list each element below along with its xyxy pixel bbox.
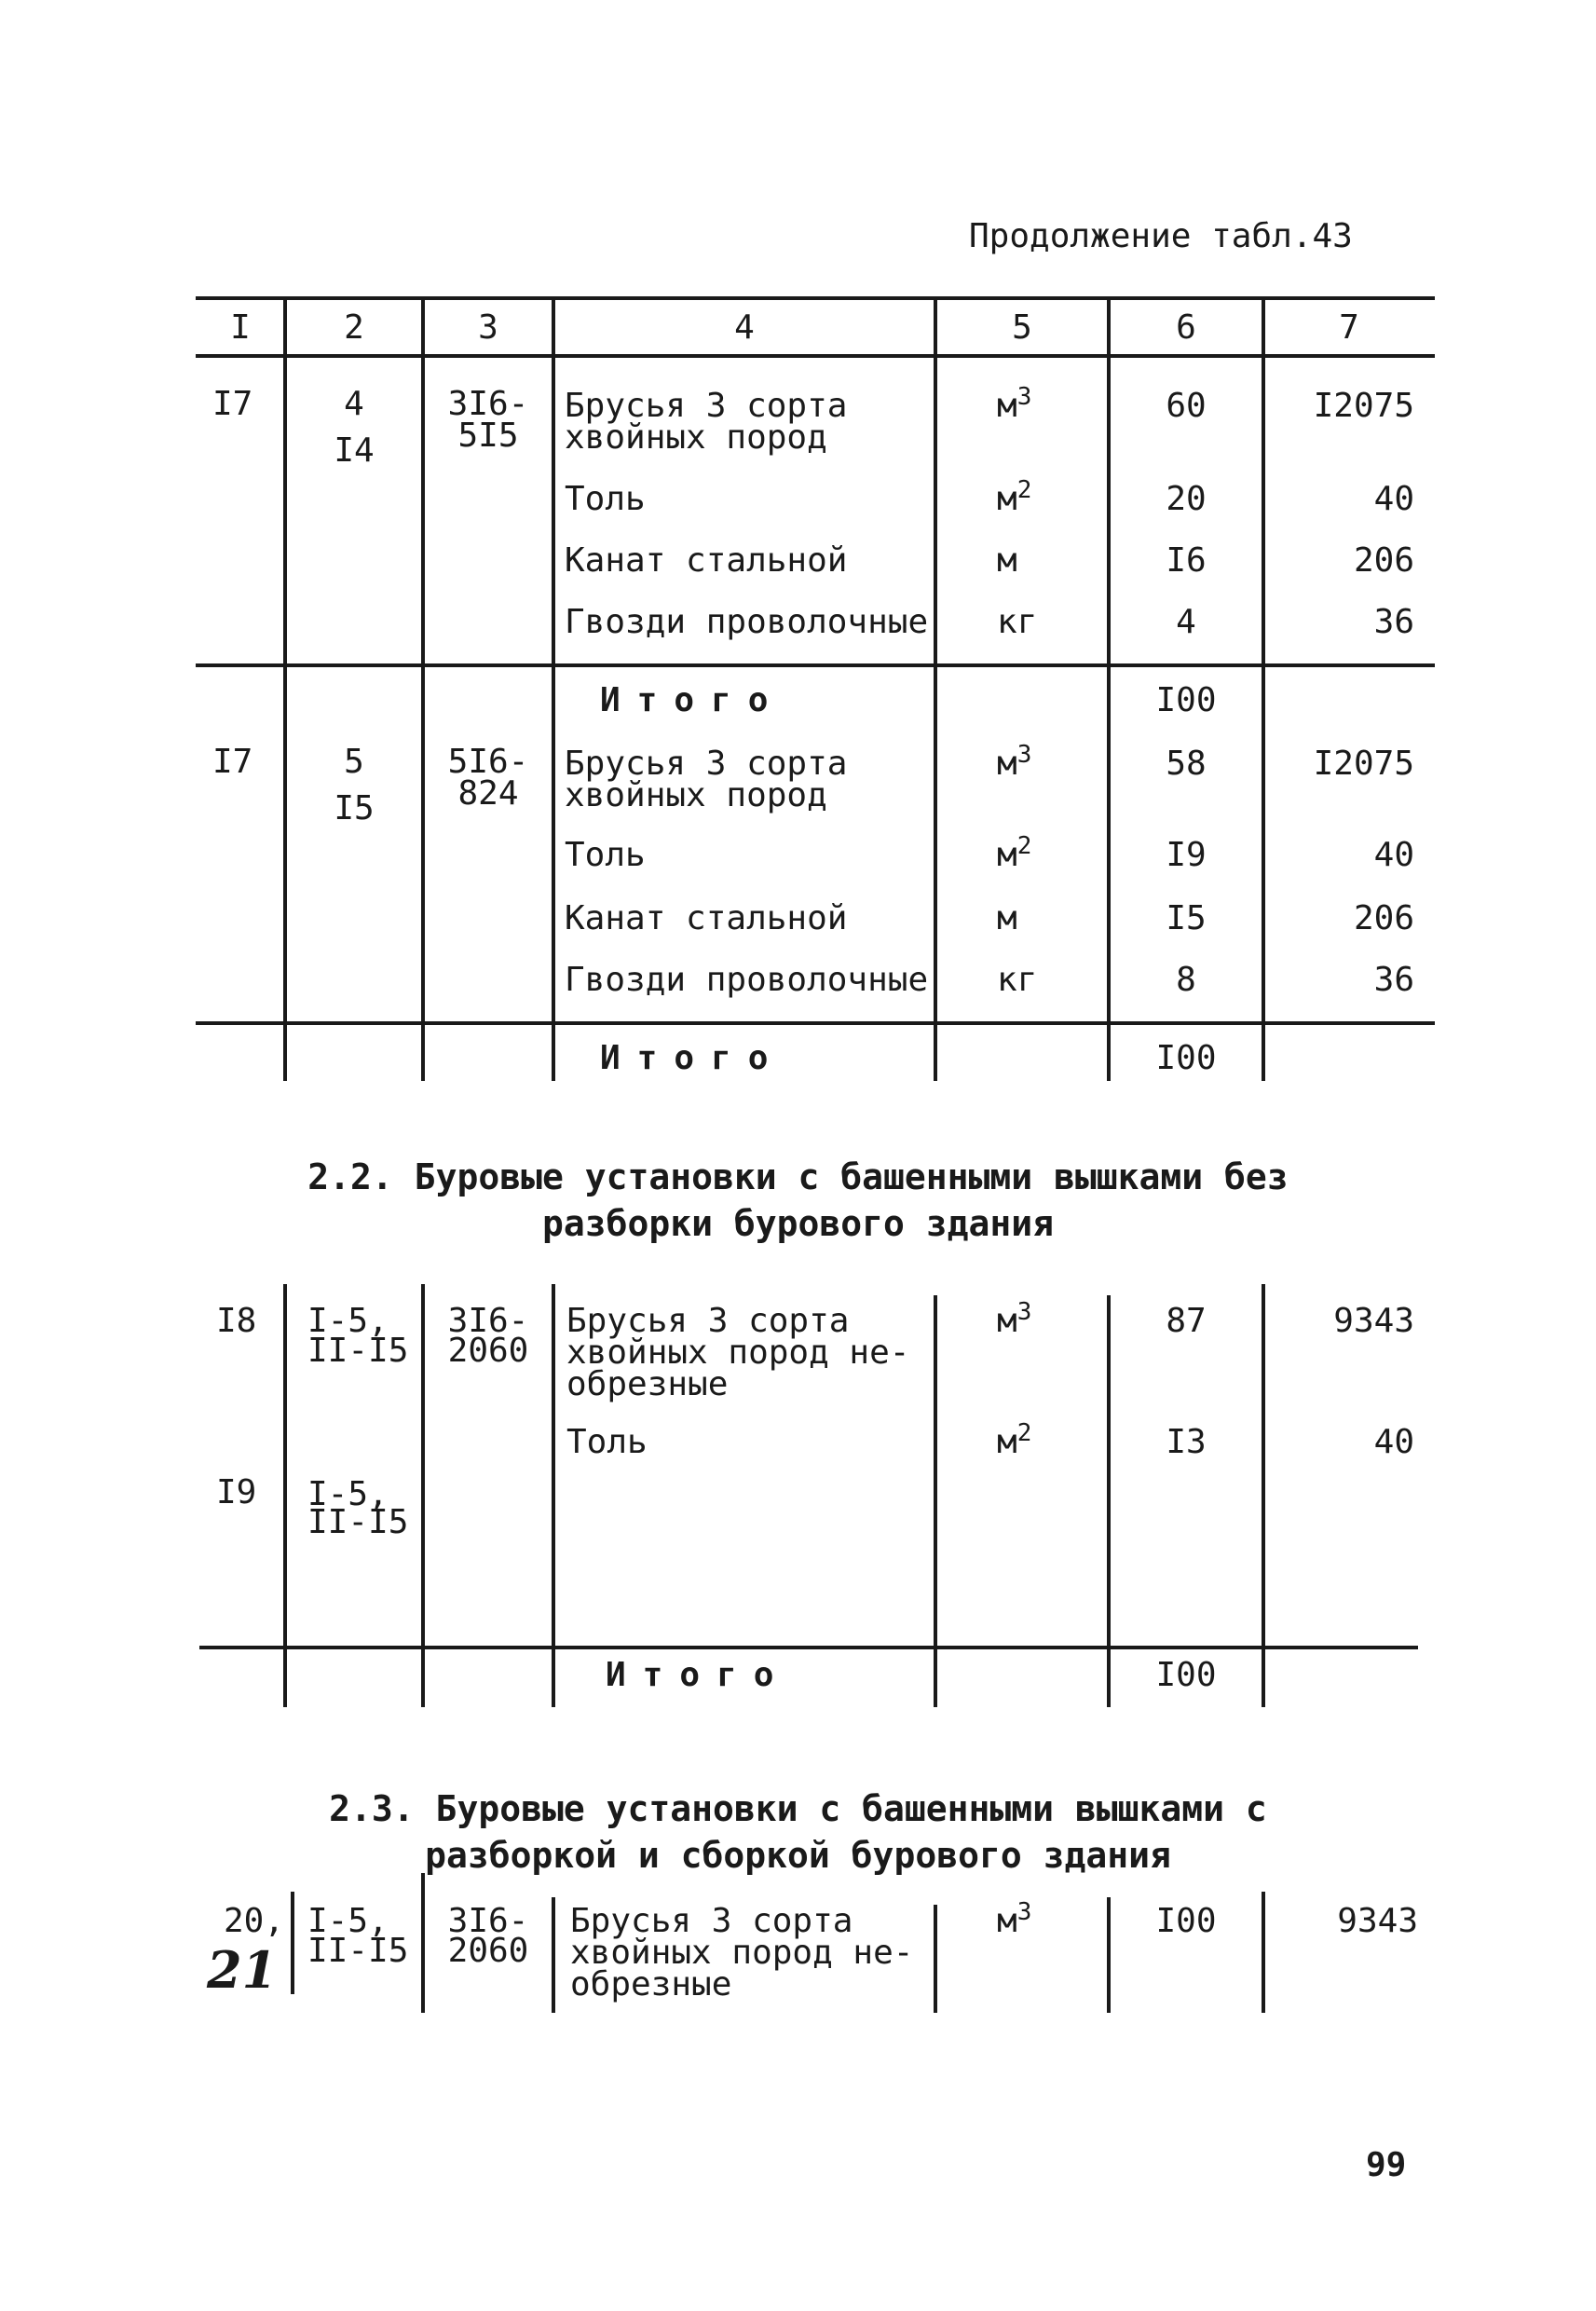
- item-price: 36: [1373, 961, 1414, 999]
- item-name: обрезные: [566, 1365, 729, 1403]
- item-unit: кг: [997, 961, 1038, 999]
- row18-col3-line1: 3I6-: [447, 1302, 529, 1340]
- row20-col2-line2: II-I5: [307, 1932, 409, 1970]
- item-qty: 58: [1166, 745, 1207, 783]
- section-2-2-total-value: I00: [1155, 1656, 1217, 1694]
- item-unit: кг: [997, 603, 1038, 641]
- item-qty: I3: [1166, 1423, 1207, 1461]
- col-header-2: 2: [344, 308, 364, 347]
- block1-total-label: Итого: [600, 681, 785, 719]
- row18-col2-line2: II-I5: [307, 1332, 409, 1370]
- item-name: Брусья 3 сорта: [570, 1902, 853, 1940]
- item-unit: $м^3$: [997, 1898, 1032, 1940]
- item-name: Канат стальной: [565, 541, 848, 580]
- item-name: Гвозди проволочные: [565, 603, 929, 641]
- table-caption: Продолжение табл.43: [969, 217, 1353, 255]
- col-header-3: 3: [478, 308, 498, 347]
- row20-col2-line1: I-5,: [307, 1902, 389, 1940]
- row19-col2-line2: II-I5: [307, 1503, 409, 1541]
- col-divider: [1262, 1284, 1265, 1707]
- item-qty: I6: [1166, 541, 1207, 580]
- item-unit: $м^2$: [997, 832, 1032, 874]
- col-header-5: 5: [1012, 308, 1032, 347]
- item-price: 40: [1373, 836, 1414, 874]
- item-name: Толь: [566, 1423, 648, 1461]
- row18-col3-line2: 2060: [447, 1332, 529, 1370]
- item-price: 206: [1353, 541, 1414, 580]
- item-price: 9343: [1337, 1902, 1418, 1940]
- item-price: 40: [1373, 1423, 1414, 1461]
- block2-total-label: Итого: [600, 1039, 785, 1077]
- item-qty: 60: [1166, 387, 1207, 425]
- section-2-3-heading-line2: разборкой и сборкой бурового здания: [425, 1835, 1171, 1876]
- item-name: Толь: [565, 480, 646, 518]
- item-price: 40: [1373, 480, 1414, 518]
- item-qty: I9: [1166, 836, 1207, 874]
- block1-col3-line1: 3I6-: [447, 385, 529, 423]
- block2-col2-line2: I5: [334, 789, 375, 827]
- block2-total-value: I00: [1155, 1039, 1217, 1077]
- item-name: Брусья 3 сорта: [565, 387, 848, 425]
- section-2-2-total-label: Итого: [606, 1656, 791, 1694]
- item-qty: I00: [1155, 1902, 1217, 1940]
- table-rule-header: [196, 354, 1435, 358]
- item-price: I2075: [1313, 745, 1414, 783]
- item-name: хвойных пород не-: [566, 1333, 910, 1372]
- block2-col2-line1: 5: [344, 743, 364, 781]
- item-unit: $м^3$: [997, 383, 1032, 425]
- row20-col1: 20,: [224, 1902, 285, 1940]
- item-qty: 20: [1166, 480, 1207, 518]
- item-unit: м: [997, 541, 1017, 580]
- col-header-1: I: [230, 308, 251, 347]
- item-name: хвойных пород не-: [570, 1934, 914, 1972]
- item-unit: $м^3$: [997, 741, 1032, 783]
- block1-total-value: I00: [1155, 681, 1217, 719]
- row20-col3-line1: 3I6-: [447, 1902, 529, 1940]
- item-qty: 4: [1176, 603, 1196, 641]
- item-price: 36: [1373, 603, 1414, 641]
- block1-col1: I7: [212, 385, 253, 423]
- item-name: Толь: [565, 836, 646, 874]
- block1-col3-line2: 5I5: [457, 417, 519, 455]
- block2-col3-line2: 824: [457, 774, 519, 813]
- row19-col1: I9: [216, 1473, 257, 1511]
- section-2-2-rule: [199, 1646, 1418, 1649]
- item-name: обрезные: [570, 1965, 732, 2003]
- col-divider: [934, 296, 937, 1081]
- item-qty: 8: [1176, 961, 1196, 999]
- item-qty: I5: [1166, 899, 1207, 937]
- item-name: хвойных пород: [565, 776, 827, 814]
- row19-col2-line1: I-5,: [307, 1475, 389, 1513]
- item-unit: $м^2$: [997, 1419, 1032, 1461]
- item-qty: 87: [1166, 1302, 1207, 1340]
- section-2-2-heading-line2: разборки бурового здания: [541, 1203, 1055, 1244]
- item-unit: $м^3$: [997, 1298, 1032, 1340]
- block2-col3-line1: 5I6-: [447, 743, 529, 781]
- row18-col1: I8: [216, 1302, 257, 1340]
- item-name: Брусья 3 сорта: [566, 1302, 850, 1340]
- item-unit: м: [997, 899, 1017, 937]
- item-price: I2075: [1313, 387, 1414, 425]
- item-name: Канат стальной: [565, 899, 848, 937]
- col-divider: [934, 1905, 937, 2013]
- section-2-3-heading-line1: 2.3. Буровые установки с башенными вышками с: [329, 1788, 1267, 1829]
- item-name: Гвозди проволочные: [565, 961, 929, 999]
- block1-rule: [196, 663, 1435, 667]
- item-price: 206: [1353, 899, 1414, 937]
- col-header-6: 6: [1176, 308, 1196, 347]
- block1-col2-line2: I4: [334, 431, 375, 470]
- col-header-4: 4: [734, 308, 755, 347]
- page-number: 99: [1366, 2146, 1407, 2184]
- row20-handwritten-number: 21: [207, 1940, 278, 2000]
- block1-col2-line1: 4: [344, 385, 364, 423]
- row18-col2-line1: I-5,: [307, 1302, 389, 1340]
- col-header-7: 7: [1339, 308, 1359, 347]
- table-rule-top: [196, 296, 1435, 300]
- item-name: хвойных пород: [565, 418, 827, 457]
- item-unit: $м^2$: [997, 476, 1032, 518]
- row20-col3-line2: 2060: [447, 1932, 529, 1970]
- col-divider: [291, 1892, 294, 1994]
- item-price: 9343: [1333, 1302, 1414, 1340]
- col-divider: [283, 1284, 287, 1707]
- section-2-2-heading-line1: 2.2. Буровые установки с башенными вышками без: [307, 1156, 1289, 1197]
- block2-col1: I7: [212, 743, 253, 781]
- item-name: Брусья 3 сорта: [565, 745, 848, 783]
- block2-rule: [196, 1021, 1435, 1025]
